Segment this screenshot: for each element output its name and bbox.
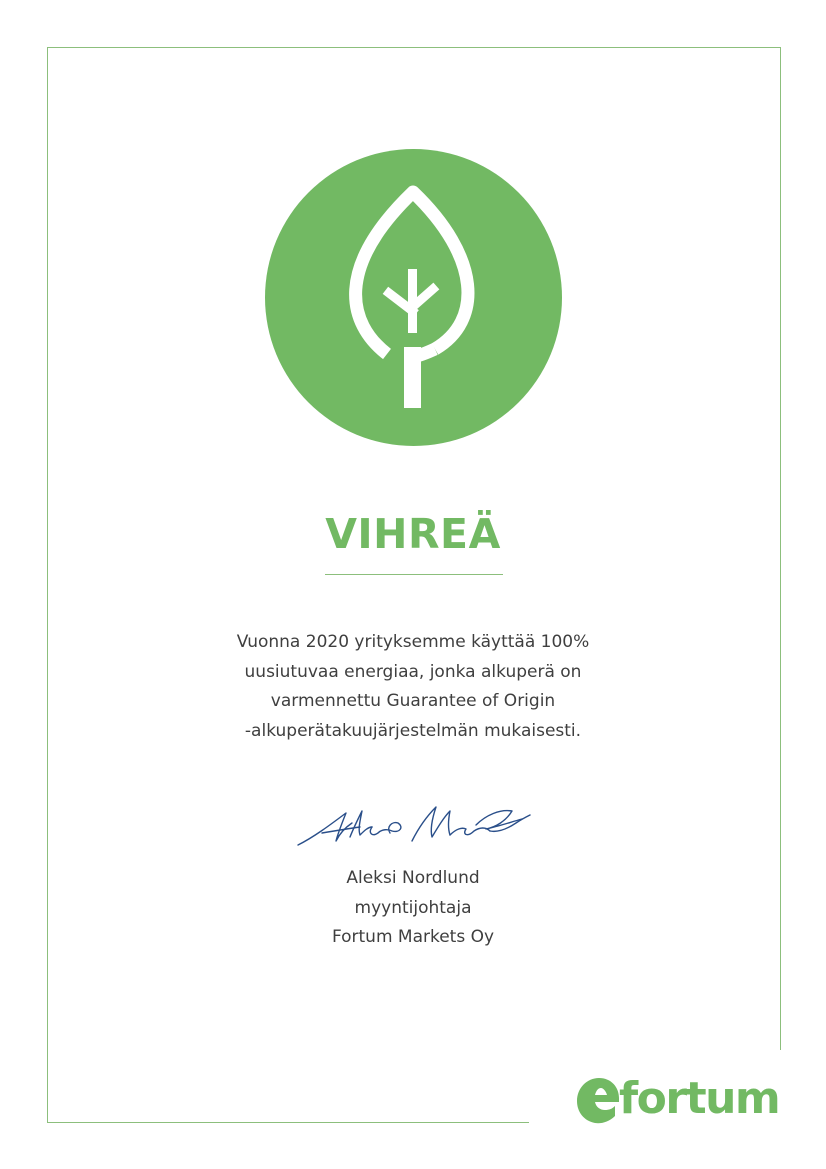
handwritten-signature	[290, 797, 535, 855]
signer-company: Fortum Markets Oy	[331, 927, 495, 947]
leaf-icon	[265, 149, 562, 446]
statement-line: varmennettu Guarantee of Origin	[270, 691, 556, 711]
fortum-logo-icon	[575, 1076, 621, 1124]
statement-line: uusiutuvaa energiaa, jonka alkuperä on	[244, 661, 582, 682]
statement-line: -alkuperätakuujärjestelmän mukaisesti.	[244, 720, 582, 741]
frame-border-left	[47, 47, 48, 1122]
certificate-title: VIHREÄ	[325, 510, 501, 558]
certificate-statement	[163, 628, 663, 746]
frame-border-top	[47, 47, 780, 48]
fortum-logo	[575, 1072, 783, 1130]
statement-line: Vuonna 2020 yrityksemme käyttää 100%	[236, 632, 590, 652]
fortum-logo-text: fortum	[619, 1073, 780, 1124]
signer-role: myyntijohtaja	[354, 897, 472, 918]
signer-name: Aleksi Nordlund	[346, 868, 480, 888]
frame-border-bottom	[47, 1122, 529, 1123]
signer-block	[213, 864, 613, 953]
title-divider	[325, 574, 503, 575]
